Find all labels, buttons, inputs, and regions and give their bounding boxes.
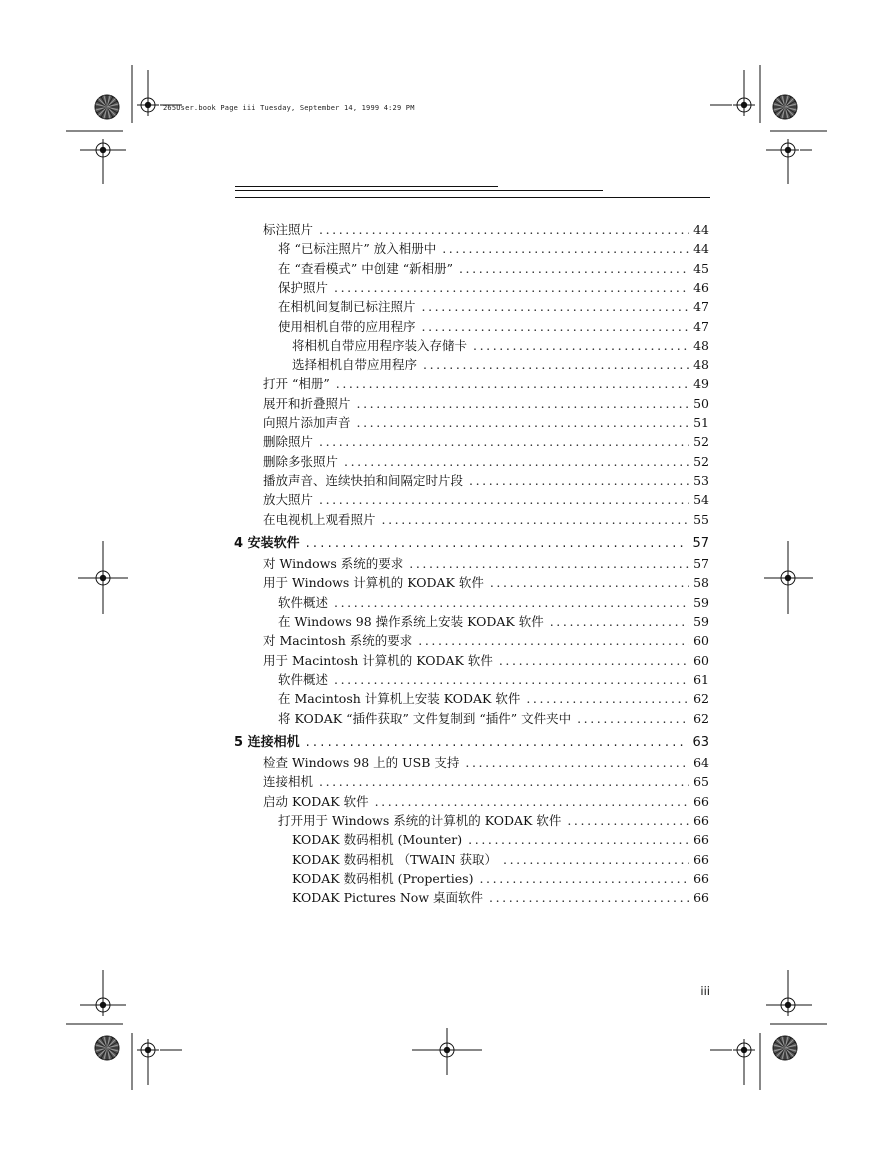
toc-entry-title: 启动 KODAK 软件	[263, 793, 369, 809]
toc-entry	[263, 575, 709, 591]
toc-dot-leader	[503, 852, 689, 868]
toc-entry	[263, 415, 709, 431]
toc-entry-title: 将 KODAK “插件获取” 文件复制到 “插件” 文件夹中	[278, 710, 572, 726]
toc-entry-title: 在 Macintosh 计算机上安装 KODAK 软件	[278, 691, 521, 707]
toc-dot-leader	[442, 241, 689, 257]
registration-target	[436, 1039, 458, 1061]
toc-entry-page: 54	[693, 492, 709, 508]
toc-entry	[278, 280, 709, 296]
toc-entry	[278, 595, 709, 611]
toc-entry	[278, 711, 709, 727]
toc-entry	[263, 794, 709, 810]
color-bar-disc	[773, 1036, 797, 1060]
toc-entry	[263, 653, 709, 669]
toc-entry-page: 55	[693, 511, 709, 527]
toc-entry	[278, 241, 709, 257]
toc-entry-page: 52	[693, 453, 709, 469]
toc-entry-title: 对 Windows 系统的要求	[263, 556, 404, 572]
toc-entry-page: 45	[693, 260, 709, 276]
toc-entry-page: 66	[693, 832, 709, 848]
header-rule-top	[235, 186, 498, 187]
toc-entry	[263, 755, 709, 771]
toc-entry-page: 52	[693, 434, 709, 450]
toc-dot-leader	[423, 357, 689, 373]
toc-dot-leader	[490, 575, 689, 591]
toc-dot-leader	[526, 691, 689, 707]
toc-entry-page: 53	[693, 472, 709, 488]
toc-entry-page: 48	[693, 357, 709, 373]
toc-dot-leader	[422, 299, 690, 315]
toc-entry	[292, 852, 709, 868]
toc-dot-leader	[409, 556, 689, 572]
toc-entry	[278, 614, 709, 630]
toc-entry	[292, 338, 709, 354]
toc-entry-page: 47	[693, 299, 709, 315]
toc-entry-title: 软件概述	[278, 671, 329, 687]
page-number: iii	[700, 984, 710, 998]
toc-entry-title: 使用相机自带的应用程序	[278, 318, 416, 334]
registration-target	[92, 994, 114, 1016]
toc-entry-title: 检查 Windows 98 上的 USB 支持	[263, 755, 460, 771]
toc-entry-title: KODAK Pictures Now 桌面软件	[292, 890, 483, 906]
toc-entry	[263, 396, 709, 412]
toc-dot-leader	[468, 832, 689, 848]
toc-entry-title: 对 Macintosh 系统的要求	[263, 633, 413, 649]
color-bar-disc	[95, 95, 119, 119]
toc-entry-page: 50	[693, 395, 709, 411]
toc-entry-title: 打开 “相册”	[263, 376, 330, 392]
toc-entry-title: 在 “查看模式” 中创建 “新相册”	[278, 260, 453, 276]
toc-dot-leader	[382, 512, 690, 528]
toc-entry-page: 66	[693, 813, 709, 828]
toc-entry	[263, 434, 709, 450]
toc-entry	[263, 774, 709, 790]
toc-entry	[278, 672, 709, 688]
toc-entry-page: 66	[693, 851, 709, 867]
toc-dot-leader	[306, 536, 689, 552]
toc-entry-page: 59	[693, 594, 709, 610]
header-rule-middle	[235, 190, 603, 191]
toc-entry	[263, 454, 709, 470]
toc-dot-leader	[459, 261, 689, 277]
toc-entry	[263, 512, 709, 528]
toc-entry-page: 51	[693, 415, 709, 430]
toc-dot-leader	[422, 319, 690, 335]
toc-entry-title: 标注照片	[263, 222, 314, 237]
toc-dot-leader	[344, 454, 689, 470]
toc-entry-title: 删除照片	[263, 434, 314, 450]
toc-dot-leader	[489, 890, 689, 906]
toc-dot-leader	[567, 813, 689, 829]
registration-target	[92, 567, 114, 589]
registration-target	[777, 567, 799, 589]
header-rule-bottom	[235, 197, 710, 198]
registration-target	[137, 94, 159, 116]
toc-entry-title: 用于 Windows 计算机的 KODAK 软件	[263, 575, 484, 591]
toc-dot-leader	[319, 222, 689, 238]
registration-target	[733, 1039, 755, 1061]
toc-entry	[263, 473, 709, 489]
toc-entry-title: 4 安装软件	[234, 535, 300, 551]
toc-entry	[292, 871, 709, 887]
toc-entry-page: 44	[693, 241, 709, 257]
toc-entry	[263, 376, 709, 392]
print-slug: 265User.book Page iii Tuesday, September 14, 1999 4:29 PM	[163, 104, 415, 112]
toc-entry-page: 61	[693, 671, 709, 687]
toc-entry-title: KODAK 数码相机 （TWAIN 获取）	[292, 851, 498, 867]
toc-entry-page: 57	[693, 556, 709, 572]
toc-entry-title: KODAK 数码相机 (Properties)	[292, 870, 474, 886]
toc-dot-leader	[550, 614, 689, 630]
toc-dot-leader	[334, 672, 689, 688]
toc-dot-leader	[319, 492, 689, 508]
toc-entry-page: 58	[693, 575, 709, 591]
registration-target	[92, 139, 114, 161]
toc-dot-leader	[465, 755, 689, 771]
toc-entry-page: 62	[693, 710, 709, 726]
toc-entry-title: 删除多张照片	[263, 453, 339, 469]
toc-entry-title: 在 Windows 98 操作系统上安装 KODAK 软件	[278, 614, 544, 629]
toc-dot-leader	[418, 633, 689, 649]
toc-entry-page: 66	[693, 870, 709, 886]
toc-entry	[263, 633, 709, 649]
toc-entry-title: 播放声音、连续快拍和间隔定时片段	[263, 472, 464, 488]
toc-dot-leader	[319, 434, 689, 450]
toc-dot-leader	[336, 376, 689, 392]
registration-target	[137, 1039, 159, 1061]
toc-chapter	[234, 735, 709, 751]
toc-entry	[278, 691, 709, 707]
toc-entry-page: 62	[693, 691, 709, 707]
toc-entry	[263, 492, 709, 508]
toc-dot-leader	[479, 871, 689, 887]
toc-entry-title: 连接相机	[263, 774, 314, 790]
toc-entry-page: 65	[693, 774, 709, 790]
toc-entry	[278, 261, 709, 277]
toc-entry	[278, 299, 709, 315]
toc-dot-leader	[469, 473, 689, 489]
toc-entry-page: 59	[693, 614, 709, 629]
toc-entry-page: 60	[693, 633, 709, 649]
toc-dot-leader	[357, 415, 690, 431]
toc-entry	[292, 357, 709, 373]
toc-entry-title: 5 连接相机	[234, 734, 300, 750]
toc-entry-page: 66	[693, 890, 709, 906]
toc-dot-leader	[357, 396, 690, 412]
toc-chapter	[234, 536, 709, 552]
toc-entry-title: 用于 Macintosh 计算机的 KODAK 软件	[263, 652, 493, 668]
toc-entry-title: 在相机间复制已标注照片	[278, 299, 416, 315]
toc-entry-title: 将 “已标注照片” 放入相册中	[278, 241, 437, 257]
toc-entry-page: 57	[692, 535, 709, 551]
toc-dot-leader	[306, 735, 689, 751]
toc-dot-leader	[473, 338, 689, 354]
registration-target	[733, 94, 755, 116]
registration-target	[777, 994, 799, 1016]
toc-entry-title: 软件概述	[278, 594, 329, 610]
toc-dot-leader	[334, 595, 689, 611]
toc-dot-leader	[334, 280, 689, 296]
color-bar-disc	[773, 95, 797, 119]
toc-entry-page: 60	[693, 652, 709, 668]
toc-entry-title: 展开和折叠照片	[263, 395, 351, 411]
toc-dot-leader	[499, 653, 689, 669]
toc-entry	[278, 319, 709, 335]
toc-entry-title: KODAK 数码相机 (Mounter)	[292, 832, 463, 848]
toc-entry-title: 放大照片	[263, 492, 314, 508]
toc-entry-page: 47	[693, 318, 709, 334]
color-bar-disc	[95, 1036, 119, 1060]
toc-dot-leader	[577, 711, 689, 727]
toc-entry-title: 将相机自带应用程序装入存储卡	[292, 337, 468, 353]
toc-entry-page: 66	[693, 793, 709, 809]
toc-entry-page: 46	[693, 279, 709, 295]
toc-entry-page: 44	[693, 222, 709, 237]
toc-entry-title: 打开用于 Windows 系统的计算机的 KODAK 软件	[278, 813, 562, 828]
toc-entry-title: 在电视机上观看照片	[263, 511, 376, 527]
toc-dot-leader	[375, 794, 690, 810]
toc-entry	[292, 832, 709, 848]
toc-entry	[292, 890, 709, 906]
toc-entry-page: 63	[692, 734, 709, 750]
toc-entry-title: 保护照片	[278, 279, 329, 295]
registration-target	[777, 139, 799, 161]
toc-entry-title: 向照片添加声音	[263, 415, 351, 430]
toc-entry	[263, 556, 709, 572]
toc-entry-page: 64	[693, 755, 709, 771]
toc-entry-page: 48	[693, 337, 709, 353]
toc-entry-page: 49	[693, 376, 709, 392]
toc-entry	[263, 222, 709, 238]
toc-entry	[278, 813, 709, 829]
toc-dot-leader	[319, 774, 689, 790]
toc-entry-title: 选择相机自带应用程序	[292, 357, 418, 373]
